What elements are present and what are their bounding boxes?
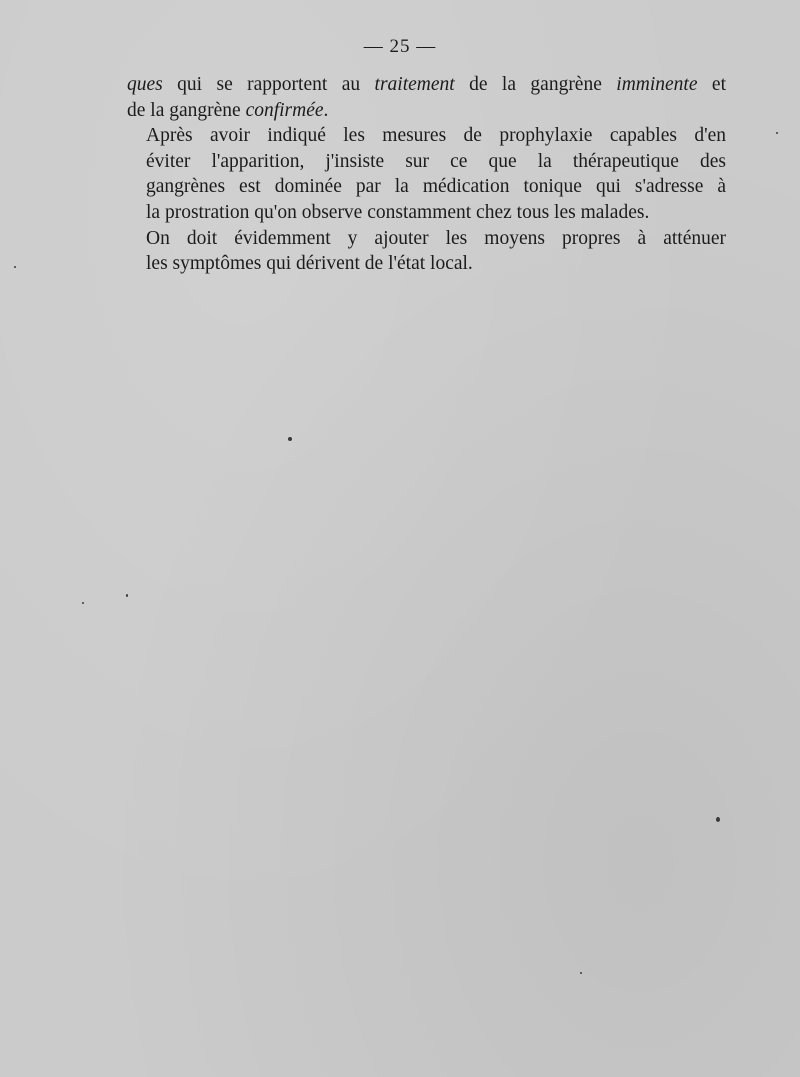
paper-speck (288, 437, 292, 441)
text-line: éviter l'apparition, j'insiste sur ce que la thérapeutique des (146, 150, 726, 172)
paper-speck (580, 972, 582, 974)
text-line: gangrènes est dominée par la médication tonique qui s'adresse à (146, 176, 726, 198)
text-run: de la gangrène (127, 99, 246, 121)
text-run: . (323, 99, 329, 121)
paper-speck (716, 817, 720, 822)
text-line (127, 72, 726, 98)
body-text (127, 72, 726, 277)
text-run: de la gangrène (454, 74, 617, 95)
paragraph-continuation (127, 72, 726, 123)
paragraph-prophylaxie (127, 123, 726, 225)
paper-speck (82, 602, 84, 604)
text-line: On doit évidemment y ajouter les moyens propres à atténuer (146, 227, 726, 249)
text-run: qui se rapportent au (162, 74, 375, 95)
paper-speck (126, 594, 128, 597)
paper-speck (776, 132, 778, 134)
page-number: — 25 — (363, 36, 437, 57)
text-line: Après avoir indiqué les mesures de prophylaxie capables d'en (146, 125, 726, 147)
paper-speck (14, 266, 16, 268)
italic-word: traitement (374, 74, 455, 95)
text-line (127, 98, 726, 124)
text-run: et (697, 74, 727, 95)
italic-word: imminente (616, 74, 698, 95)
italic-word: confirmée (245, 99, 324, 121)
paragraph-symptomes (127, 226, 726, 277)
text-line: la prostration qu'on observe constamment chez tous les malades. (146, 201, 650, 223)
text-line: les symptômes qui dérivent de l'état local. (146, 253, 473, 275)
italic-word: ques (127, 74, 163, 95)
